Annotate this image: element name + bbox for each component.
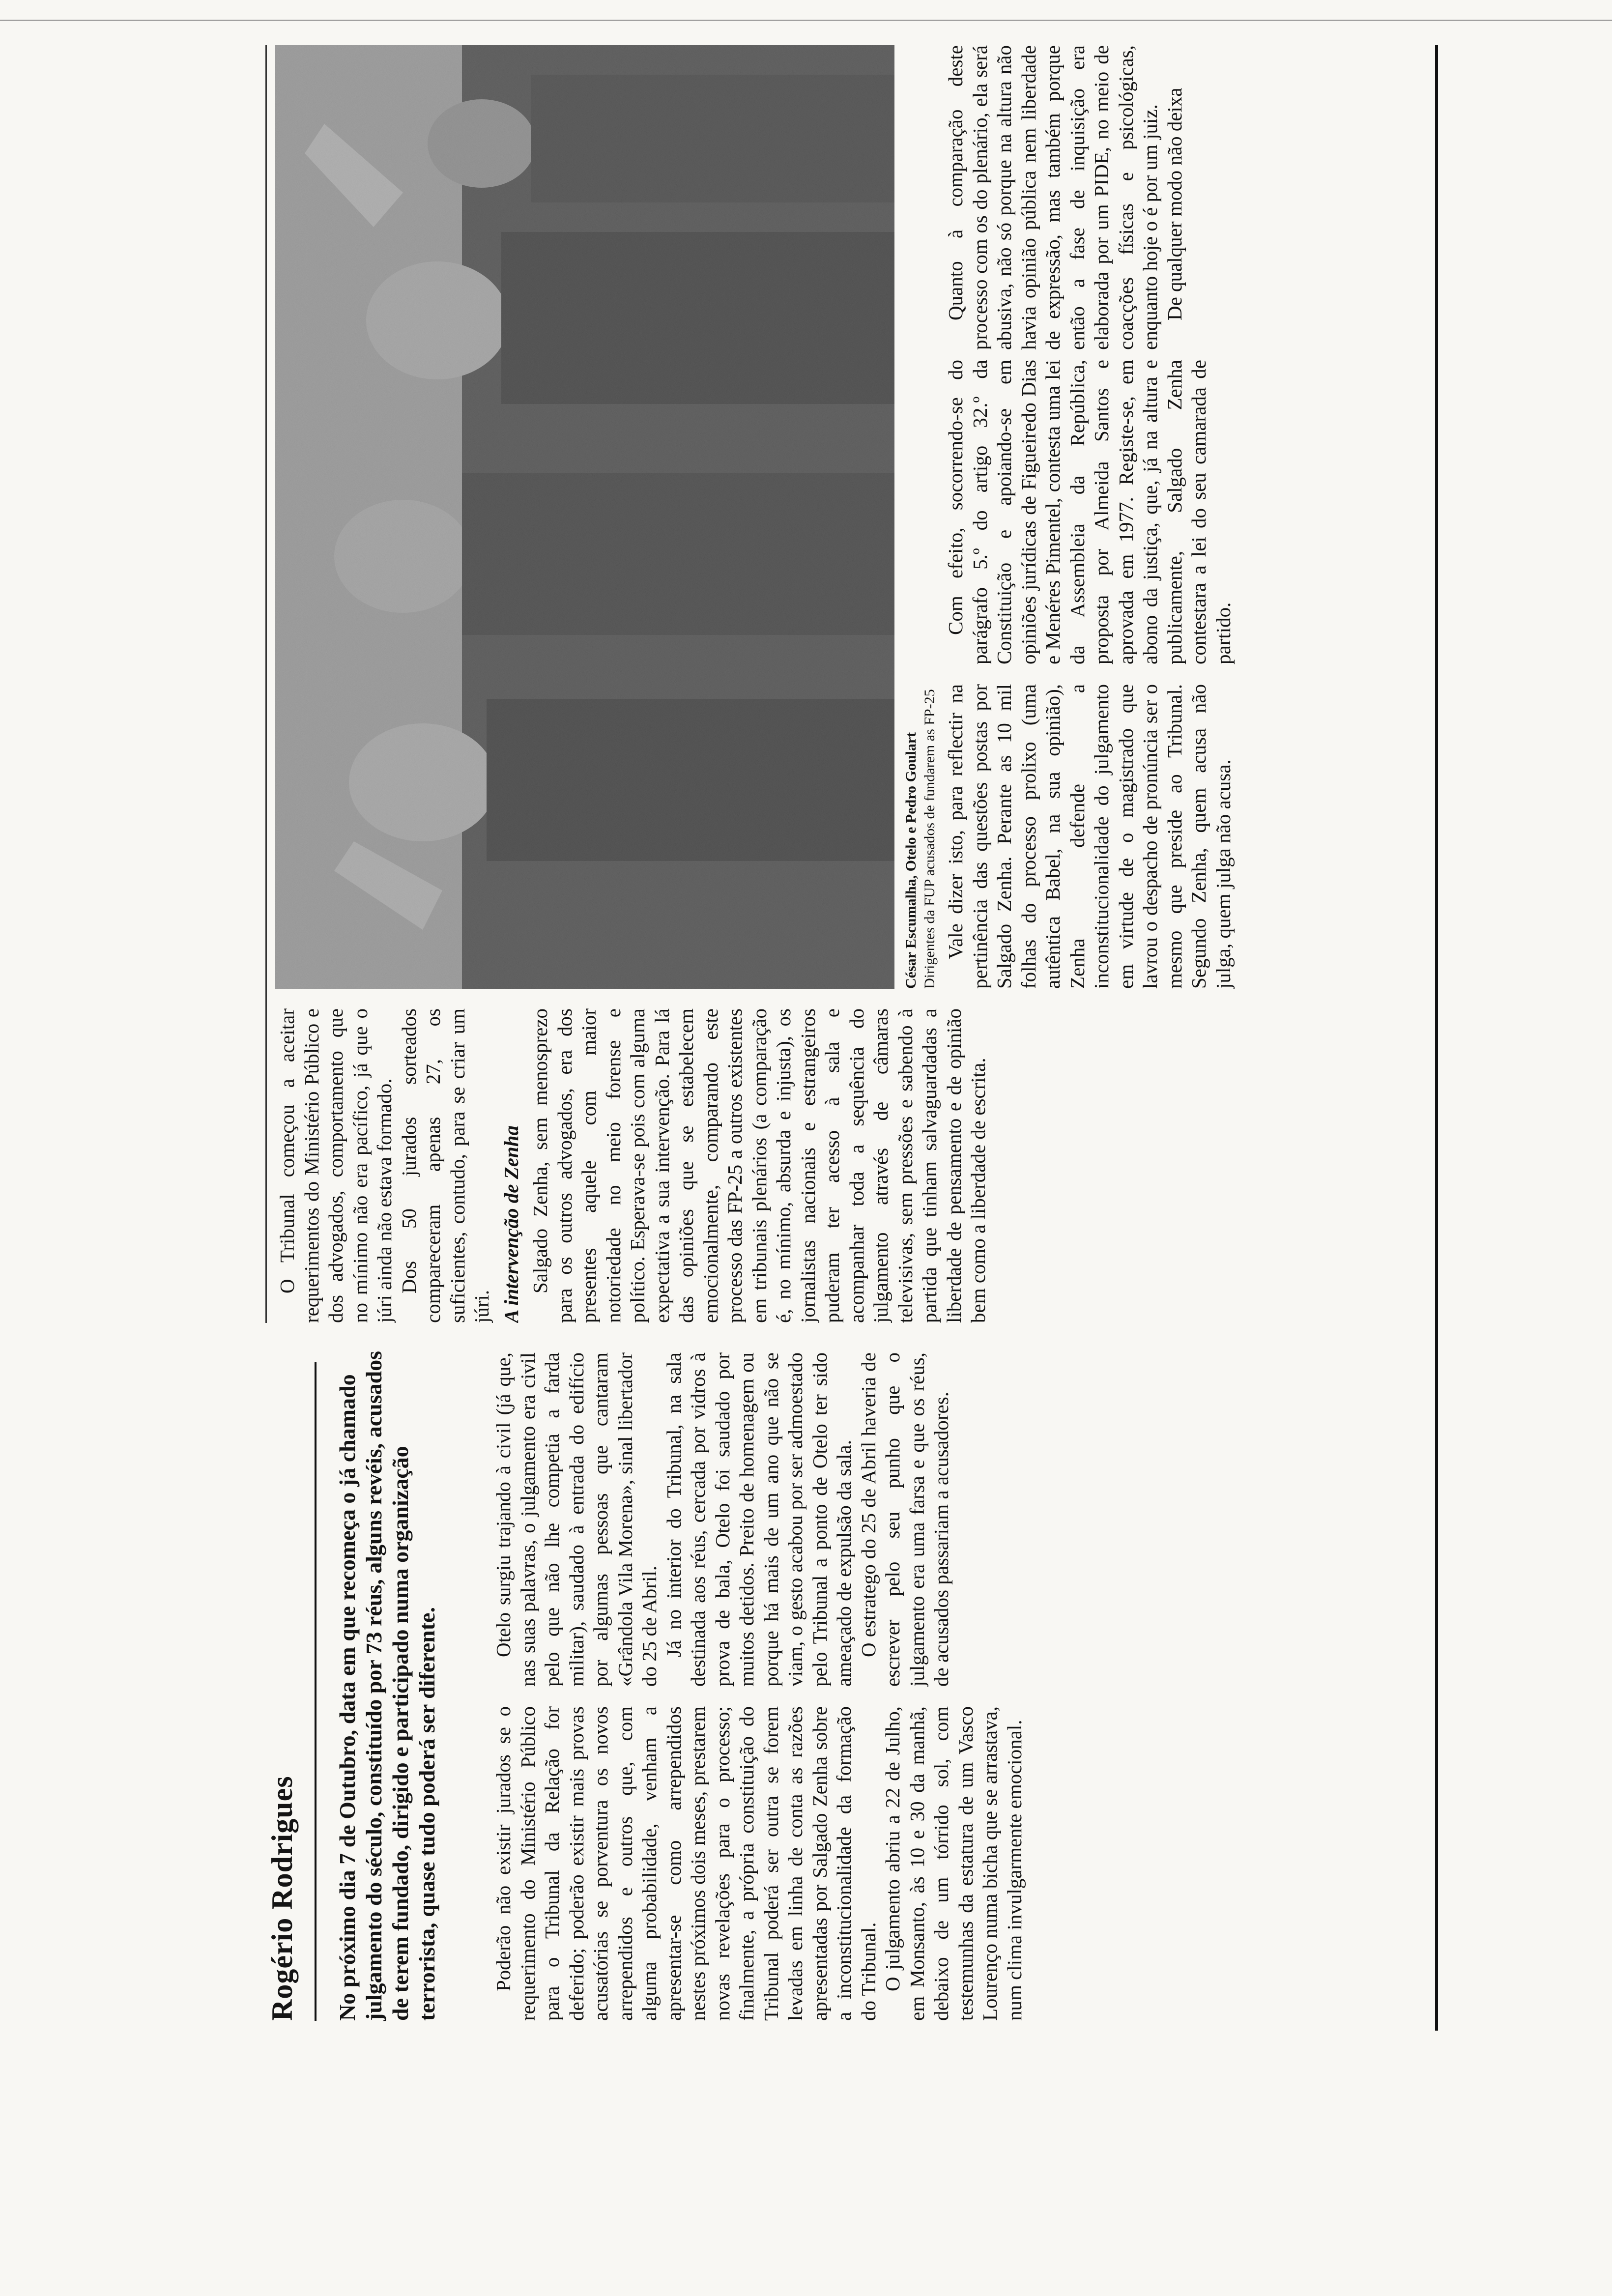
photo-illustration bbox=[275, 45, 894, 989]
caption-names: César Escumalha, Otelo e Pedro Goulart bbox=[903, 732, 919, 989]
byline-rule bbox=[315, 1362, 317, 2021]
column-1-paragraph-2: O julgamento abriu a 22 de Julho, em Monsanto, às 10 e 30 da manhã, debaixo de um tórrido sol, com testemunhas da estatura de um Vasco Lourenço numa bicha que se arrastava, num clima invulgarmente emocional. bbox=[881, 1706, 1026, 2021]
article-lead: No próximo dia 7 de Outubro, data em que recomeça o já chamado julgamento do século, constituído por 73 réus, alguns revéis, acusados de terem fundado, dirigido e participado numa organização terrorista, quase tudo poderá ser diferente. bbox=[335, 1350, 439, 2021]
column-3 bbox=[275, 1008, 1425, 1323]
column-4 bbox=[944, 684, 1425, 989]
column-1-paragraph-1: Poderão não existir jurados se o requerimento do Ministério Público para o Tribunal da Relação for deferido; poderão existir mais provas acusatórias se porventura os novos arrependidos e outros que, com alguma probabilidade, venham a apresentar-se como arrependidos nestes próximos dois meses, prestarem novas revelações para o processo; finalmente, a própria constituição do Tribunal poderá ser outra se forem levadas em linha de conta as razões apresentadas por Salgado Zenha sobre a inconstitucionalidade da formação do Tribunal. bbox=[492, 1706, 880, 2021]
column-2-paragraph-1: Otelo surgiu trajando à civil (já que, nas suas palavras, o julgamento era civil pelo que não lhe competia a farda militar), saudado à entrada do edifício por algumas pessoas que cantaram «Grândola Vila Morena», sinal libertador do 25 de Abril. bbox=[492, 1352, 661, 1687]
article-byline: Rogério Rodrigues bbox=[266, 1776, 298, 2021]
column-2 bbox=[491, 1352, 1425, 1687]
column-5 bbox=[944, 360, 1425, 664]
column-3-paragraph-1: O Tribunal começou a aceitar requerimentos do Ministério Público e dos advogados, comportamento que no mínimo não era pacífico, já que o júri ainda não estava formado. bbox=[276, 1008, 396, 1323]
photo-wrap bbox=[275, 45, 938, 989]
column-6-paragraph-2: De qualquer modo não deixa bbox=[1163, 87, 1186, 320]
photo-caption bbox=[902, 45, 939, 989]
bottom-rule bbox=[1435, 45, 1438, 2031]
column-6 bbox=[944, 45, 1425, 350]
column-3-paragraph-3: Salgado Zenha, sem menosprezo para os outros advogados, era dos presentes aquele com maior notoriedade no meio forense e político. Esperava-se pois com alguma expectativa a sua intervenção. Para lá das opiniões que se estabelecem emocionalmente, comparando este processo das FP-25 a outros existentes em tribunais plenários (a comparação é, no mínimo, absurda e injusta), os jornalistas nacionais e estrangeiros puderam ter acesso à sala e acompanhar toda a sequência do julgamento através de câmaras televisivas, sem pressões e sabendo à partida que tinham salvaguardadas a liberdade de pensamento e de opinião bem como a liberdade de escrita. bbox=[529, 1008, 989, 1323]
section-subhead: A intervenção de Zenha bbox=[499, 1125, 522, 1323]
column-5-paragraph-1: Com efeito, socorrendo-se do parágrafo 5.º do artigo 32.º da Constituição e apoiando-se em opiniões jurídicas de Figueiredo Dias e Menéres Pimentel, contesta uma lei da Assembleia da República, proposta por Almeida Santos e aprovada em 1977. Registe-se, em abono da justiça, que, já na altura e publicamente, Salgado Zenha contestara a lei do seu camarada de partido. bbox=[944, 360, 1235, 664]
column-3-paragraph-2: Dos 50 jurados sorteados compareceram apenas 27, os suficientes, contudo, para se criar um júri. bbox=[397, 1008, 493, 1323]
column-2-paragraph-3: O estratego do 25 de Abril haveria de escrever pelo seu punho que o julgamento era uma farsa e que os réus, de acusados passariam a acusadores. bbox=[857, 1352, 952, 1687]
caption-description: Dirigentes da FUP acusados de fundarem as FP-25 bbox=[921, 689, 938, 989]
column-2-paragraph-2: Já no interior do Tribunal, na sala destinada aos réus, cercada por vidros à prova de bala, Otelo foi saudado por muitos detidos. Preito de homenagem ou porque há mais de um ano que não se viam, o gesto acabou por ser admoestado pelo Tribunal a ponto de Otelo ter sido ameaçado de expulsão da sala. bbox=[662, 1352, 855, 1687]
top-column-rule bbox=[265, 45, 267, 1323]
news-photo bbox=[275, 45, 894, 989]
column-1 bbox=[491, 1706, 1425, 2021]
column-6-paragraph-1: Quanto à comparação deste processo com os do plenário, ela será abusiva, não só porque na altura não havia opinião pública nem liberdade de expressão, mas também porque então a fase de inquisição era elaborada por um PIDE, no meio de coacções físicas e psicológicas, enquanto hoje o é por um juiz. bbox=[944, 45, 1161, 350]
column-4-paragraph-1: Vale dizer isto, para reflectir na pertinência das questões postas por Salgado Zenha. Perante as 10 mil folhas do processo prolixo (uma autêntica Babel, na sua opinião), Zenha defende a inconstitucionalidade do julgamento em virtude de o magistrado que lavrou o despacho de pronúncia ser o mesmo que preside ao Tribunal. Segundo Zenha, quem acusa não julga, quem julga não acusa. bbox=[944, 684, 1235, 989]
